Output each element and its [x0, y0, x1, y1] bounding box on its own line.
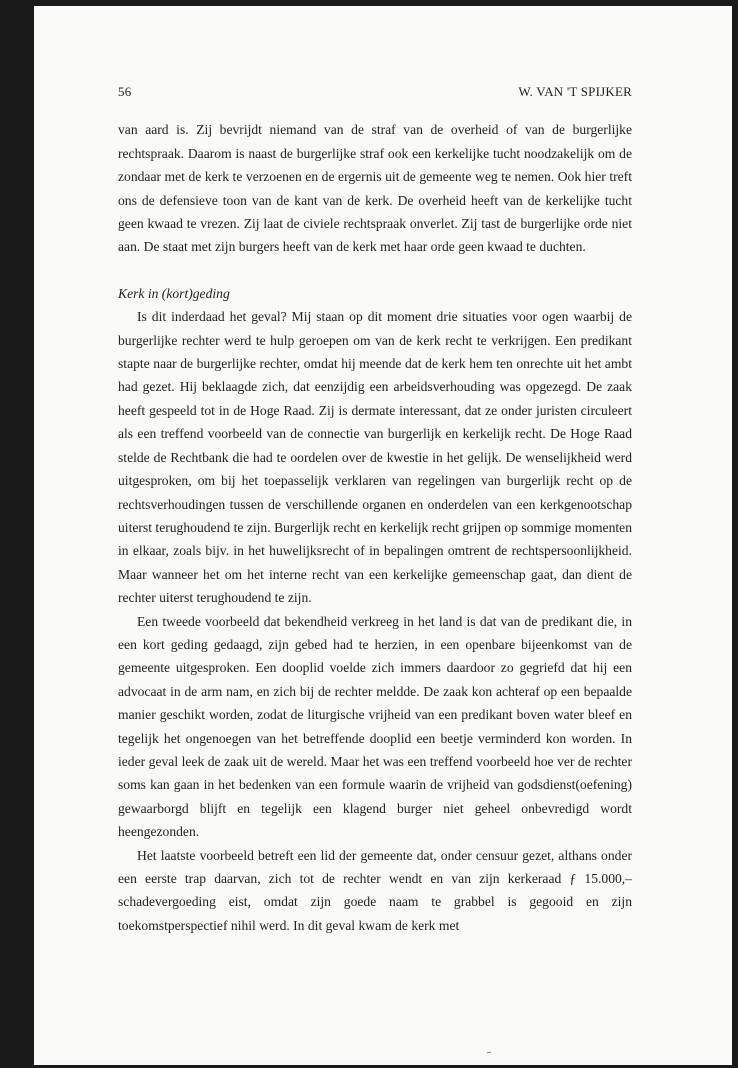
paragraph-4: Het laatste voorbeeld betreft een lid der gemeente dat, onder censuur gezet, althans onder een eerste trap daarvan, zich tot de rechter wendt en van zijn kerkeraad ƒ 15.000,– schadevergoeding eist, omdat zijn goede naam te grabbel is gegooid en zijn toekomstperspectief nihil werd. In dit geval kwam de kerk met — [118, 847, 632, 933]
paragraph-1: van aard is. Zij bevrijdt niemand van de straf van de overheid of van de burgerlijke rechtspraak. Daarom is naast de burgerlijke straf ook een kerkelijke tucht noodzakelijk om de zondaar met de kerk te verzoenen en de ergernis uit de gemeente weg te nemen. Ook hier treft ons de defensieve toon van de kant van de kerk. De overheid heeft van de kerkelijke tucht geen kwaad te vrezen. Zij laat de civiele rechtspraak onverlet. Zij tast de burgerlijke orde niet aan. De staat met zijn burgers heeft van de kerk met haar orde geen kwaad te duchten. — [118, 122, 632, 255]
page-number: 56 — [118, 84, 132, 99]
running-header — [118, 80, 632, 103]
page-content — [118, 80, 632, 937]
section-heading: Kerk in (kort)geding — [118, 285, 230, 301]
scan-border-right — [732, 0, 738, 1068]
paragraph-3: Een tweede voorbeeld dat bekendheid verkreeg in het land is dat van de predikant die, in een kort geding gedaagd, zijn gebed had te herzien, in een openbare bijeenkomst van de gemeente uitgesproken. Een dooplid voelde zich immers daardoor zo gegriefd dat hij een advocaat in de arm nam, en zich bij de rechter meldde. De zaak kon achteraf op een bepaalde manier geschikt worden, zodat de liturgische vrijheid van een predikant boven water bleef en tegelijk het ongenoegen van het betreffende dooplid een beetje verminderd kon worden. In ieder geval leek de zaak uit de wereld. Maar het was een treffend voorbeeld hoe ver de rechter soms kan gaan in het bedenken van een formule waarin de vrijheid van godsdienst(oefening) gewaarborgd blijft en tegelijk een klagend burger niet geheel onbevredigd wordt heengezonden. — [118, 613, 632, 840]
paragraph-2: Is dit inderdaad het geval? Mij staan op dit moment drie situaties voor ogen waarbij de burgerlijke rechter werd te hulp geroepen om van de kerk recht te verkrijgen. Een predikant stapte naar de burgerlijke rechter, omdat hij meende dat de kerk hem ten onrechte uit het ambt had gezet. Hij beklaagde zich, dat eenzijdig een arbeidsverhouding was opgezegd. De zaak heeft gespeeld tot in de Hoge Raad. Zij is dermate interessant, dat ze onder juristen circuleert als een treffend voorbeeld van de connectie van burgerlijk en kerkelijk recht. De Hoge Raad stelde de Rechtbank die had te oordelen over de kwestie in het gelijk. De wenselijkheid werd uitgesproken, om bij het toepasselijk verklaren van regelingen van burgerlijk recht op de rechtsverhoudingen tussen de verschillende organen en onderdelen van een kerkgenootschap uiterst terughoudend te zijn. Burgerlijk recht en kerkelijk recht grijpen op sommige momenten in elkaar, zoals bijv. in het huwelijksrecht of in bepalingen omtrent de rechtspersoonlijkheid. Maar wanneer het om het interne recht van een kerkelijke gemeenschap gaat, dan dient de rechter uiterst terughoudend te zijn. — [118, 309, 632, 606]
scan-speck — [487, 1052, 491, 1053]
scan-border-top — [0, 0, 738, 6]
scan-border-left — [0, 0, 34, 1068]
running-head-author: W. VAN 'T SPIJKER — [518, 84, 632, 99]
